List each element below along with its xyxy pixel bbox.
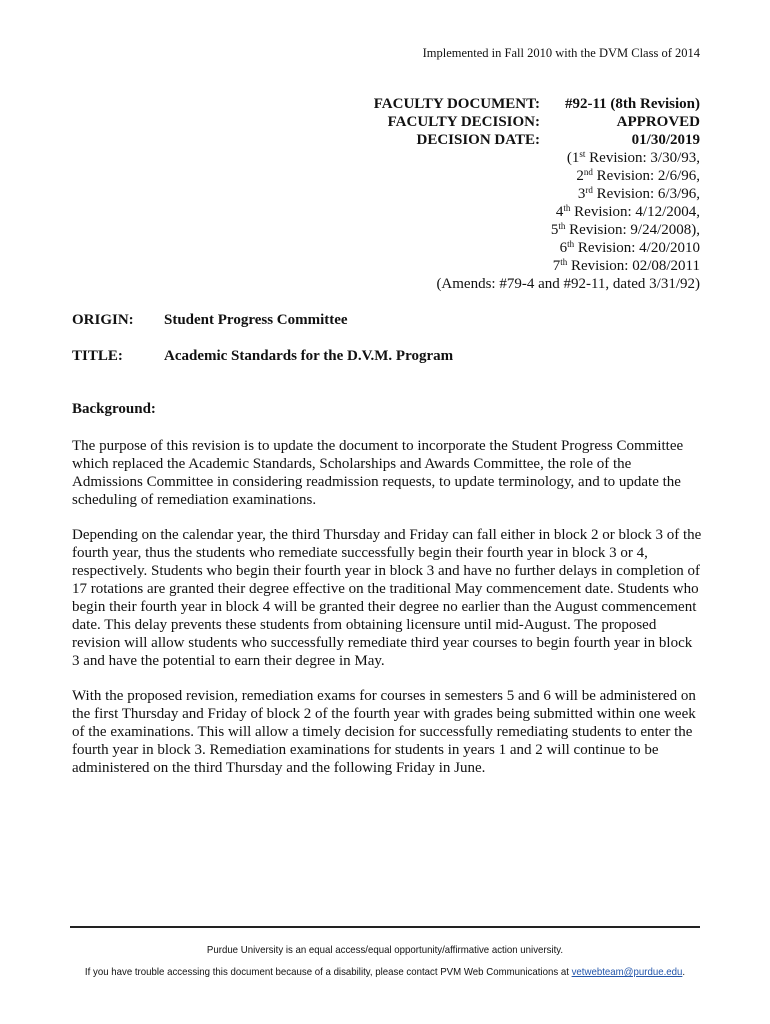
faculty-decision-value: APPROVED: [616, 114, 700, 130]
background-heading: Background:: [72, 401, 156, 417]
revision-line: 4th Revision: 4/12/2004,: [555, 203, 700, 220]
title-row: [72, 348, 453, 365]
decision-date-value: 01/30/2019: [631, 132, 700, 148]
revision-line: 6th Revision: 4/20/2010: [559, 239, 700, 256]
amends-line: (Amends: #79-4 and #92-11, dated 3/31/92): [436, 276, 700, 292]
faculty-document-label: FACULTY DOCUMENT:: [373, 96, 540, 112]
revision-line: 5th Revision: 9/24/2008),: [550, 221, 700, 238]
contact-email-link[interactable]: vetwebteam@purdue.edu: [571, 966, 683, 978]
paragraph: With the proposed revision, remediation exams for courses in semesters 5 and 6 will be administered on the first Thursday and Friday of block 2 of the fourth year with grades being submitted within one week of the examinations. This will allow a timely decision for successfully remediating students to enter the fourth year in block 3. Remediation examinations for students in years 1 and 2 will continue to be administered on the third Thursday and the following Friday in June.: [72, 688, 696, 776]
footer-divider: [70, 926, 700, 928]
decision-date-label: DECISION DATE:: [416, 132, 540, 148]
origin-label: ORIGIN:: [72, 312, 134, 328]
footer-accessibility: If you have trouble accessing this document because of a disability, please contact PVM Web Communications at vetwebteam@purdue.edu.: [84, 966, 686, 978]
faculty-document-value: #92-11 (8th Revision): [565, 96, 700, 112]
faculty-decision-label: FACULTY DECISION:: [387, 114, 540, 130]
paragraph: The purpose of this revision is to update the document to incorporate the Student Progress Committee which replaced the Academic Standards, Scholarships and Awards Committee, the role of the Admissions Committee in considering readmission requests, to update terminology, and to update the scheduling of remediation examinations.: [72, 438, 684, 508]
revision-line: 3rd Revision: 6/3/96,: [577, 185, 700, 202]
revision-line: 7th Revision: 02/08/2011: [552, 257, 700, 274]
faculty-document-row: [365, 95, 700, 113]
decision-date-row: [365, 131, 700, 149]
title-value: Academic Standards for the D.V.M. Program: [164, 348, 454, 364]
title-label: TITLE:: [72, 348, 123, 364]
paragraph: Depending on the calendar year, the third Thursday and Friday can fall either in block 2 or block 3 of the fourth year, thus the students who remediate successfully begin their fourth year in block 3 or 4, respectively. Students who begin their fourth year in block 3 and have no further delays in completion of 17 rotations are granted their degree effective on the traditional May commencement date. Students who begin their fourth year in block 4 will be granted their degree no earlier than the August commencement date. This delay prevents these students from obtaining licensure until mid-August. The proposed revision will allow students who successfully remediate third year courses to begin fourth year in block 3 and have the potential to earn their degree in May.: [72, 527, 702, 669]
origin-value: Student Progress Committee: [164, 312, 348, 328]
implemented-note: Implemented in Fall 2010 with the DVM Class of 2014: [422, 46, 700, 60]
footer-equal-access: Purdue University is an equal access/equal opportunity/affirmative action university.: [206, 944, 564, 956]
revision-line: 2nd Revision: 2/6/96,: [576, 167, 700, 184]
footer-accessibility-text: If you have trouble accessing this document because of a disability, please contact PVM Web Communications at: [84, 966, 572, 978]
document-header: [365, 95, 700, 293]
revision-line: (1st Revision: 3/30/93,: [566, 149, 700, 166]
origin-row: [72, 312, 348, 329]
faculty-decision-row: [365, 113, 700, 131]
